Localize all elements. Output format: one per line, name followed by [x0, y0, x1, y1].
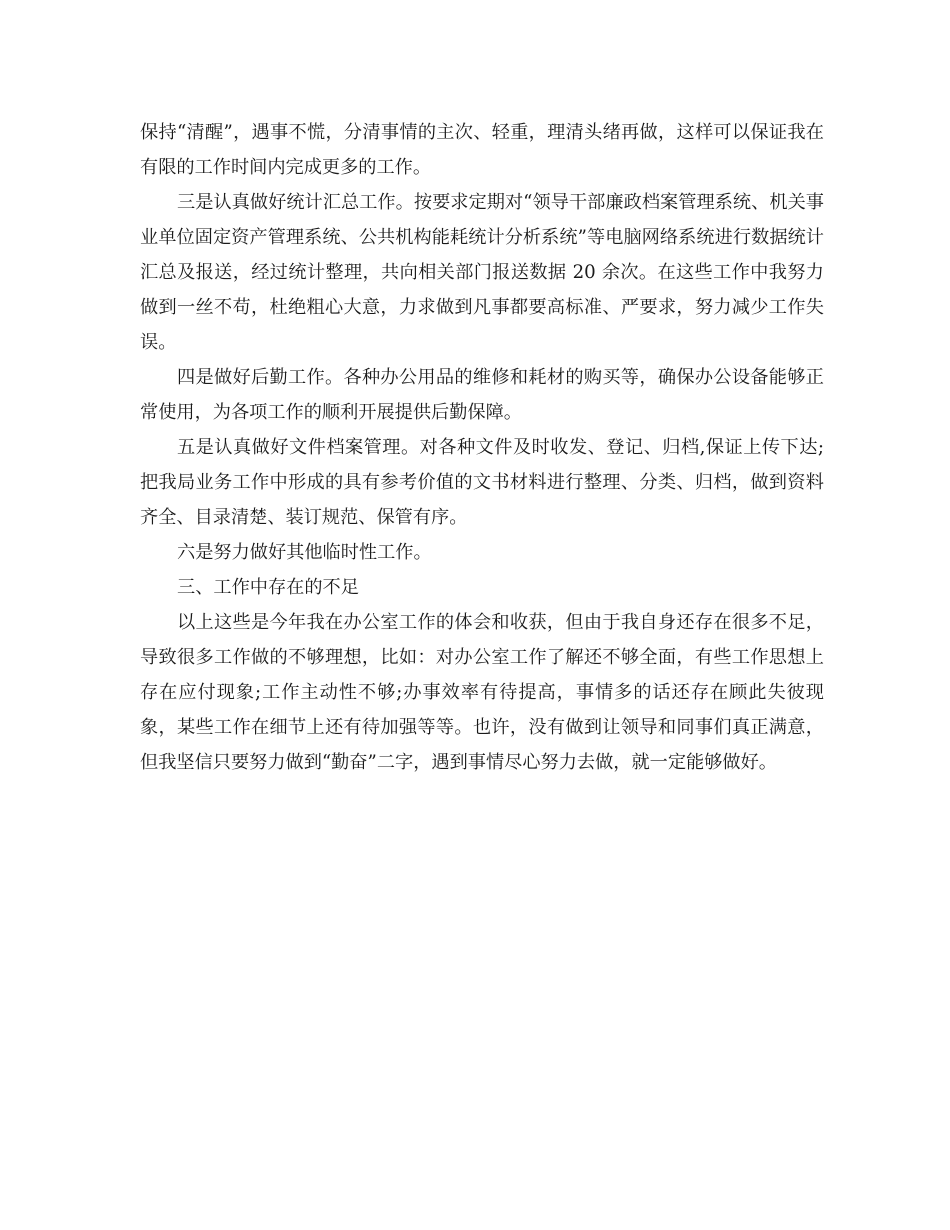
paragraph-6: 以上这些是今年我在办公室工作的体会和收获，但由于我自身还存在很多不足，导致很多工作做的不够理想，比如：对办公室工作了解还不够全面，有些工作思想上存在应付现象;工作主动性不够;办事效率有待提高，事情多的话还存在顾此失彼现象，某些工作在细节上还有待加强等等。也许，没有做到让领导和同事们真正满意，但我坚信只要努力做到“勤奋”二字，遇到事情尽心努力去做，就一定能够做好。	[140, 612, 824, 773]
document-body	[140, 115, 824, 780]
paragraph-2: 三是认真做好统计汇总工作。按要求定期对“领导干部廉政档案管理系统、机关事业单位固定资产管理系统、公共机构能耗统计分析系统”等电脑网络系统进行数据统计汇总及报送，经过统计整理，共向相关部门报送数据 20 余次。在这些工作中我努力做到一丝不苟，杜绝粗心大意，力求做到凡事都要高标准、严要求，努力减少工作失误。	[140, 192, 824, 353]
paragraph-4: 五是认真做好文件档案管理。对各种文件及时收发、登记、归档,保证上传下达;把我局业务工作中形成的具有参考价值的文书材料进行整理、分类、归档，做到资料齐全、目录清楚、装订规范、保管有序。	[140, 437, 824, 528]
paragraph-5: 六是努力做好其他临时性工作。	[177, 542, 432, 563]
paragraph-1: 保持“清醒”，遇事不慌，分清事情的主次、轻重，理清头绪再做，这样可以保证我在有限的工作时间内完成更多的工作。	[140, 122, 824, 178]
paragraph-3: 四是做好后勤工作。各种办公用品的维修和耗材的购买等，确保办公设备能够正常使用，为各项工作的顺利开展提供后勤保障。	[140, 367, 824, 423]
section-heading: 三、工作中存在的不足	[177, 577, 359, 598]
